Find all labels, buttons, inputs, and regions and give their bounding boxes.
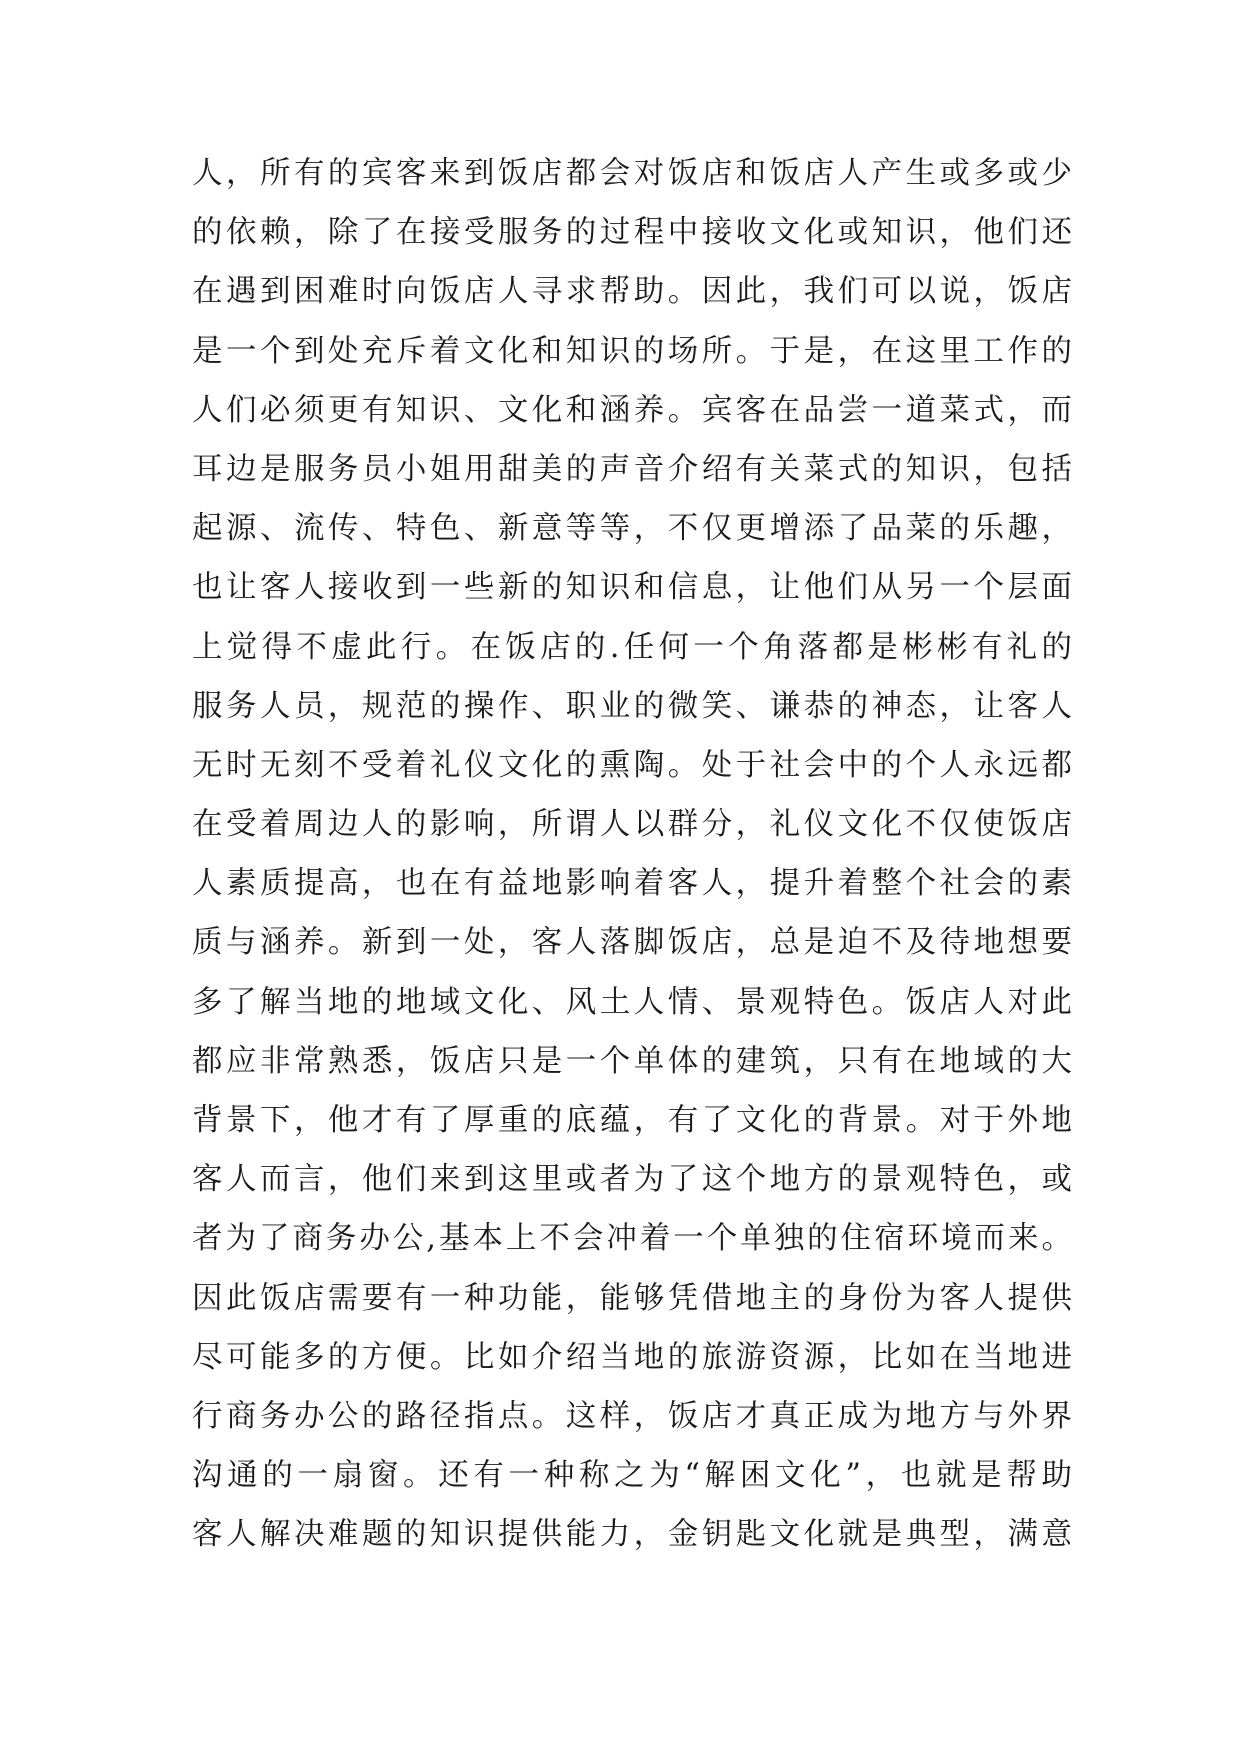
text-line: 也让客人接收到一些新的知识和信息，让他们从另一个层面 bbox=[192, 570, 1072, 606]
text-line: 人，所有的宾客来到饭店都会对饭店和饭店人产生或多或少 bbox=[192, 156, 1072, 191]
text-line: 沟通的一扇窗。还有一种称之为“解困文化”，也就是帮助 bbox=[192, 1458, 1072, 1494]
text-line: 都应非常熟悉，饭店只是一个单体的建筑，只有在地域的大 bbox=[192, 1043, 1072, 1079]
text-line: 的依赖，除了在接受服务的过程中接收文化或知识，他们还 bbox=[192, 215, 1072, 251]
text-line: 是一个到处充斥着文化和知识的场所。于是，在这里工作的 bbox=[192, 333, 1072, 369]
text-line: 起源、流传、特色、新意等等，不仅更增添了品菜的乐趣， bbox=[192, 511, 1072, 547]
text-line: 人素质提高，也在有益地影响着客人，提升着整个社会的素 bbox=[192, 866, 1072, 902]
text-line: 无时无刻不受着礼仪文化的熏陶。处于社会中的个人永远都 bbox=[192, 747, 1072, 783]
text-line: 在受着周边人的影响，所谓人以群分，礼仪文化不仅使饭店 bbox=[192, 807, 1072, 843]
text-line: 客人解决难题的知识提供能力，金钥匙文化就是典型，满意 bbox=[192, 1517, 1072, 1553]
text-line: 耳边是服务员小姐用甜美的声音介绍有关菜式的知识，包括 bbox=[192, 451, 1072, 487]
body-text bbox=[192, 144, 1072, 1565]
text-line: 尽可能多的方便。比如介绍当地的旅游资源，比如在当地进 bbox=[192, 1339, 1072, 1375]
text-line: 上觉得不虚此行。在饭店的.任何一个角落都是彬彬有礼的 bbox=[192, 629, 1072, 665]
text-line: 客人而言，他们来到这里或者为了这个地方的景观特色，或 bbox=[192, 1162, 1072, 1198]
text-line: 质与涵养。新到一处，客人落脚饭店，总是迫不及待地想要 bbox=[192, 925, 1072, 961]
text-line: 在遇到困难时向饭店人寻求帮助。因此，我们可以说，饭店 bbox=[192, 274, 1072, 310]
text-line: 服务人员，规范的操作、职业的微笑、谦恭的神态，让客人 bbox=[192, 688, 1072, 724]
text-line: 人们必须更有知识、文化和涵养。宾客在品尝一道菜式，而 bbox=[192, 392, 1072, 428]
text-line: 因此饭店需要有一种功能，能够凭借地主的身份为客人提供 bbox=[192, 1280, 1072, 1316]
text-line: 背景下，他才有了厚重的底蕴，有了文化的背景。对于外地 bbox=[192, 1103, 1072, 1138]
text-line: 多了解当地的地域文化、风土人情、景观特色。饭店人对此 bbox=[192, 984, 1072, 1020]
text-line: 者为了商务办公,基本上不会冲着一个单独的住宿环境而来。 bbox=[192, 1221, 1072, 1257]
text-line: 行商务办公的路径指点。这样，饭店才真正成为地方与外界 bbox=[192, 1398, 1072, 1434]
